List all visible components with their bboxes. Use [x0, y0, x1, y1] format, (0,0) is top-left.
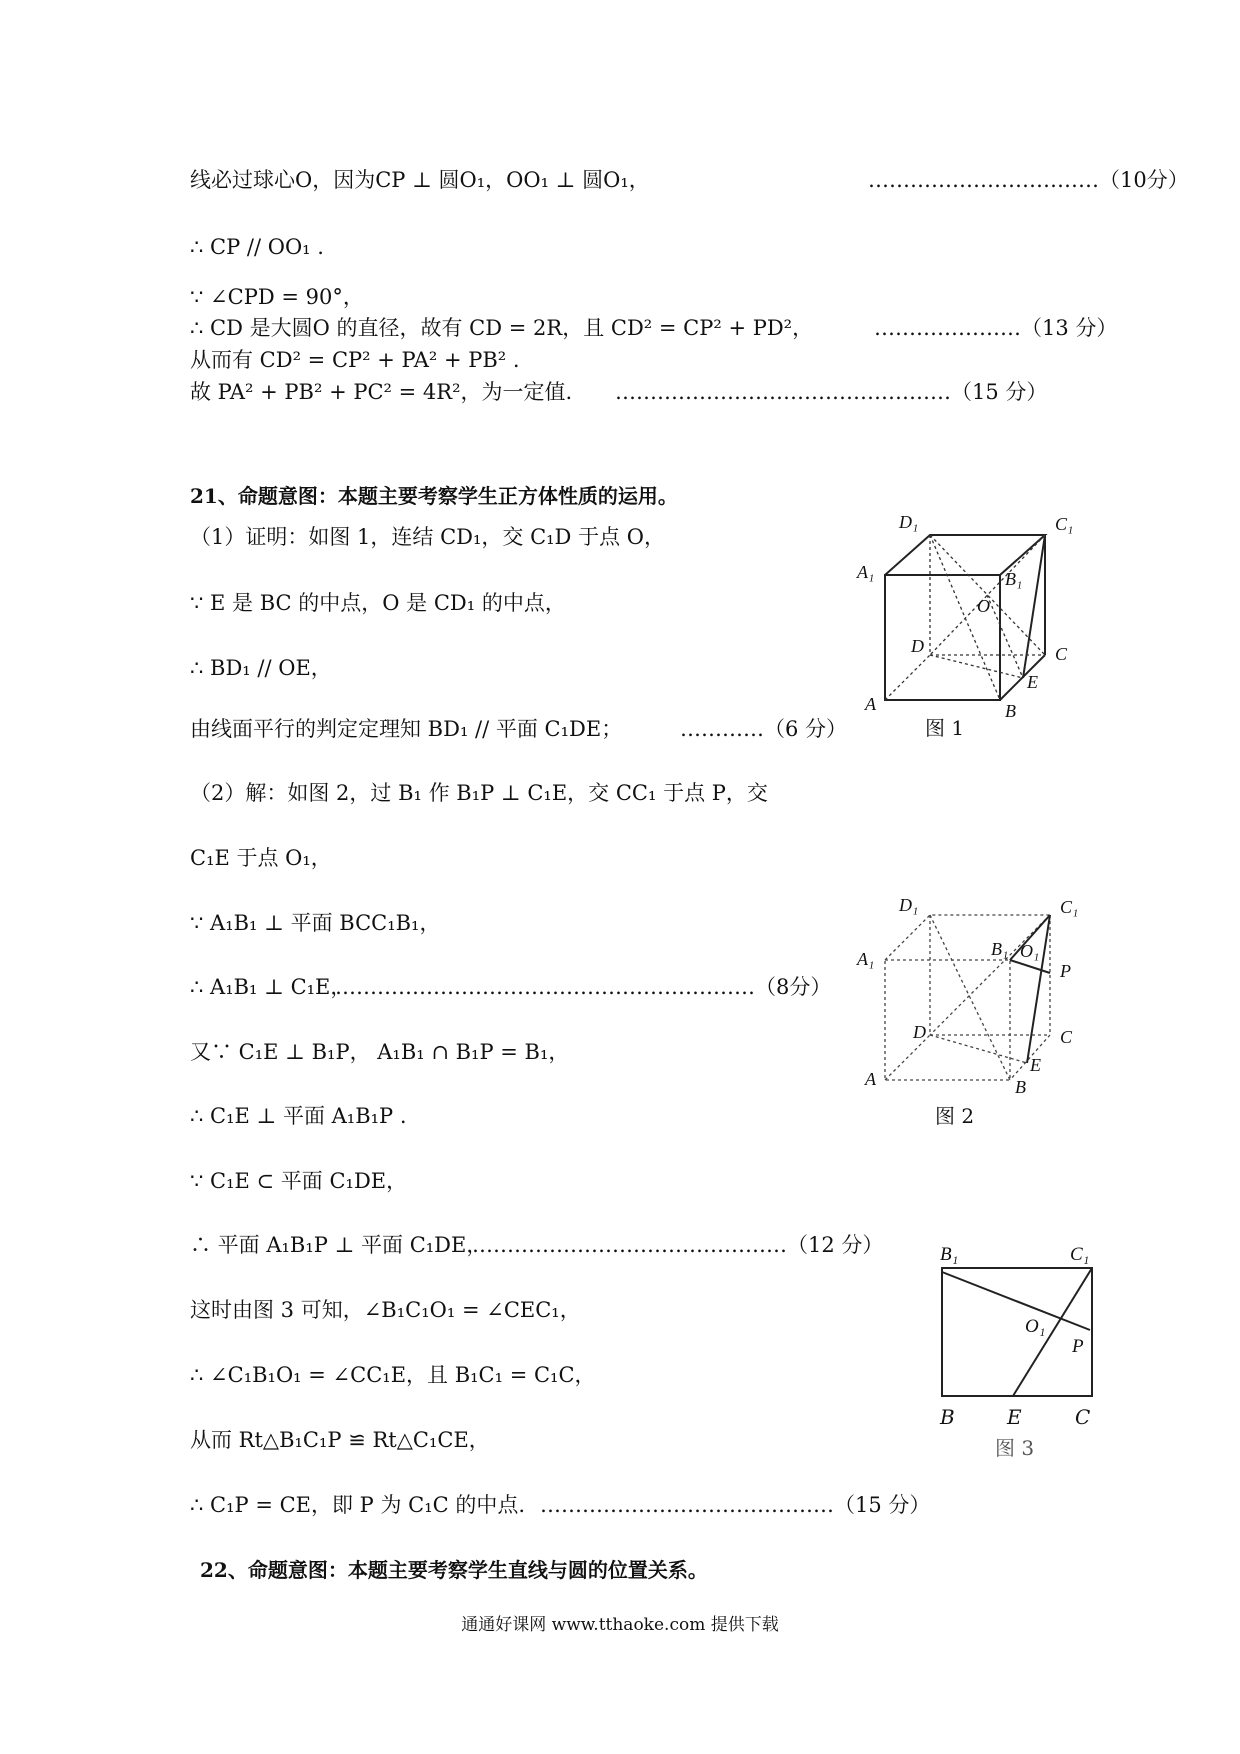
q21-line-14: ∴ ∠C₁B₁O₁ = ∠CC₁E，且 B₁C₁ = C₁C， — [190, 1363, 596, 1387]
fig2-label-e: E — [1030, 1055, 1041, 1075]
fig2-line-b1p — [1010, 960, 1050, 973]
fig1-label-b: B — [1005, 701, 1016, 721]
q22-heading: 22、命题意图：本题主要考察学生直线与圆的位置关系。 — [200, 1558, 708, 1582]
q21-line-2: ∵ E 是 BC 的中点，O 是 CD₁ 的中点， — [190, 591, 566, 615]
figure-2-caption: 图 2 — [935, 1104, 975, 1128]
score-15a: …………………………………………（15 分） — [615, 380, 1048, 404]
text-line-2: ∴ CP // OO₁ . — [190, 235, 324, 259]
q21-line-3: ∴ BD₁ // OE， — [190, 656, 332, 680]
score-15b: ……………………………………（15 分） — [540, 1493, 931, 1517]
q21-line-9: 又∵ C₁E ⊥ B₁P， A₁B₁ ∩ B₁P = B₁， — [190, 1040, 570, 1064]
fig3-label-b1: B₁ — [940, 1244, 959, 1265]
page-footer: 通通好课网 www.tthaoke.com 提供下载 — [461, 1615, 779, 1635]
fig3-label-b: B — [940, 1405, 955, 1429]
fig2-label-a1: A₁ — [857, 949, 875, 969]
fig1-label-c1: C₁ — [1055, 514, 1074, 534]
fig2-line-de — [930, 1035, 1027, 1063]
fig1-label-o: O — [977, 596, 990, 616]
fig2-label-b1: B₁ — [991, 939, 1009, 959]
fig1-label-b1: B₁ — [1005, 569, 1023, 589]
text-line-4: ∴ CD 是大圆O 的直径，故有 CD = 2R，且 CD² = CP² + PD²， — [190, 316, 814, 340]
q21-line-15: 从而 Rt△B₁C₁P ≌ Rt△C₁CE， — [190, 1428, 490, 1452]
fig1-line-bd1 — [930, 535, 1000, 700]
q21-line-12: ∴ 平面 A₁B₁P ⊥ 平面 C₁DE， — [190, 1233, 488, 1257]
q21-line-4: 由线面平行的判定定理知 BD₁ // 平面 C₁DE； — [190, 717, 623, 741]
fig3-label-o1: O₁ — [1025, 1316, 1046, 1337]
fig2-label-p: P — [1060, 961, 1071, 981]
fig2-label-b: B — [1015, 1077, 1026, 1095]
fig2-label-o1: O₁ — [1020, 941, 1040, 961]
text-line-1: 线必过球心O，因为CP ⊥ 圆O₁，OO₁ ⊥ 圆O₁， — [190, 168, 650, 192]
q21-line-7: ∵ A₁B₁ ⊥ 平面 BCC₁B₁， — [190, 911, 441, 935]
fig1-front-face — [885, 575, 1000, 700]
score-8: ……………………………………………………（8分） — [335, 975, 832, 999]
figure-3-caption: 图 3 — [995, 1436, 1035, 1460]
fig2-label-d: D — [913, 1022, 926, 1042]
figure-2 — [855, 895, 1095, 1095]
fig1-label-e: E — [1027, 672, 1038, 692]
fig3-label-c: C — [1075, 1405, 1091, 1429]
score-12: ………………………………………（12 分） — [472, 1233, 884, 1257]
fig2-label-c: C — [1060, 1027, 1073, 1047]
q21-line-5: （2）解：如图 2，过 B₁ 作 B₁P ⊥ C₁E，交 CC₁ 于点 P，交 — [190, 781, 768, 805]
fig1-line-c1e — [1023, 535, 1045, 678]
q21-line-10: ∴ C₁E ⊥ 平面 A₁B₁P . — [190, 1104, 407, 1128]
fig3-square — [942, 1268, 1092, 1396]
fig2-label-c1: C₁ — [1060, 897, 1079, 917]
figure-3 — [930, 1228, 1100, 1403]
fig1-label-a1: A₁ — [857, 562, 875, 582]
score-13: …………………（13 分） — [874, 316, 1118, 340]
fig1-line-oe — [987, 595, 1023, 678]
figure-1 — [855, 510, 1095, 740]
fig2-line-c1d — [930, 915, 1050, 1035]
q21-line-16: ∴ C₁P = CE，即 P 为 C₁C 的中点. — [190, 1493, 526, 1517]
q21-heading: 21、命题意图：本题主要考察学生正方体性质的运用。 — [190, 484, 678, 508]
fig1-label-d1: D₁ — [899, 512, 919, 532]
q21-line-13: 这时由图 3 可知，∠B₁C₁O₁ = ∠CEC₁， — [190, 1298, 581, 1322]
fig1-edge-ad — [885, 655, 930, 700]
score-10: ……………………………（10分） — [868, 168, 1189, 192]
fig1-label-c: C — [1055, 644, 1068, 664]
figure-1-caption: 图 1 — [925, 716, 965, 740]
text-line-5: 从而有 CD² = CP² + PA² + PB² . — [190, 348, 520, 372]
fig3-label-e: E — [1007, 1405, 1022, 1429]
fig3-label-p: P — [1072, 1336, 1084, 1357]
q21-line-8: ∴ A₁B₁ ⊥ C₁E， — [190, 975, 352, 999]
q21-line-6: C₁E 于点 O₁， — [190, 846, 332, 870]
score-6: …………（6 分） — [680, 717, 848, 741]
fig1-label-a: A — [865, 694, 876, 714]
fig3-label-c1: C₁ — [1070, 1244, 1090, 1265]
fig3-line-b1p — [942, 1272, 1090, 1330]
fig2-label-d1: D₁ — [899, 895, 919, 915]
q21-line-11: ∵ C₁E ⊂ 平面 C₁DE， — [190, 1169, 408, 1193]
text-line-3: ∵ ∠CPD = 90°， — [190, 285, 364, 309]
q21-line-1: （1）证明：如图 1，连结 CD₁，交 C₁D 于点 O， — [190, 525, 665, 549]
fig2-label-a: A — [865, 1069, 876, 1089]
text-line-6: 故 PA² + PB² + PC² = 4R²，为一定值. — [190, 380, 573, 404]
fig1-line-de — [930, 655, 1023, 678]
fig1-label-d: D — [911, 636, 924, 656]
